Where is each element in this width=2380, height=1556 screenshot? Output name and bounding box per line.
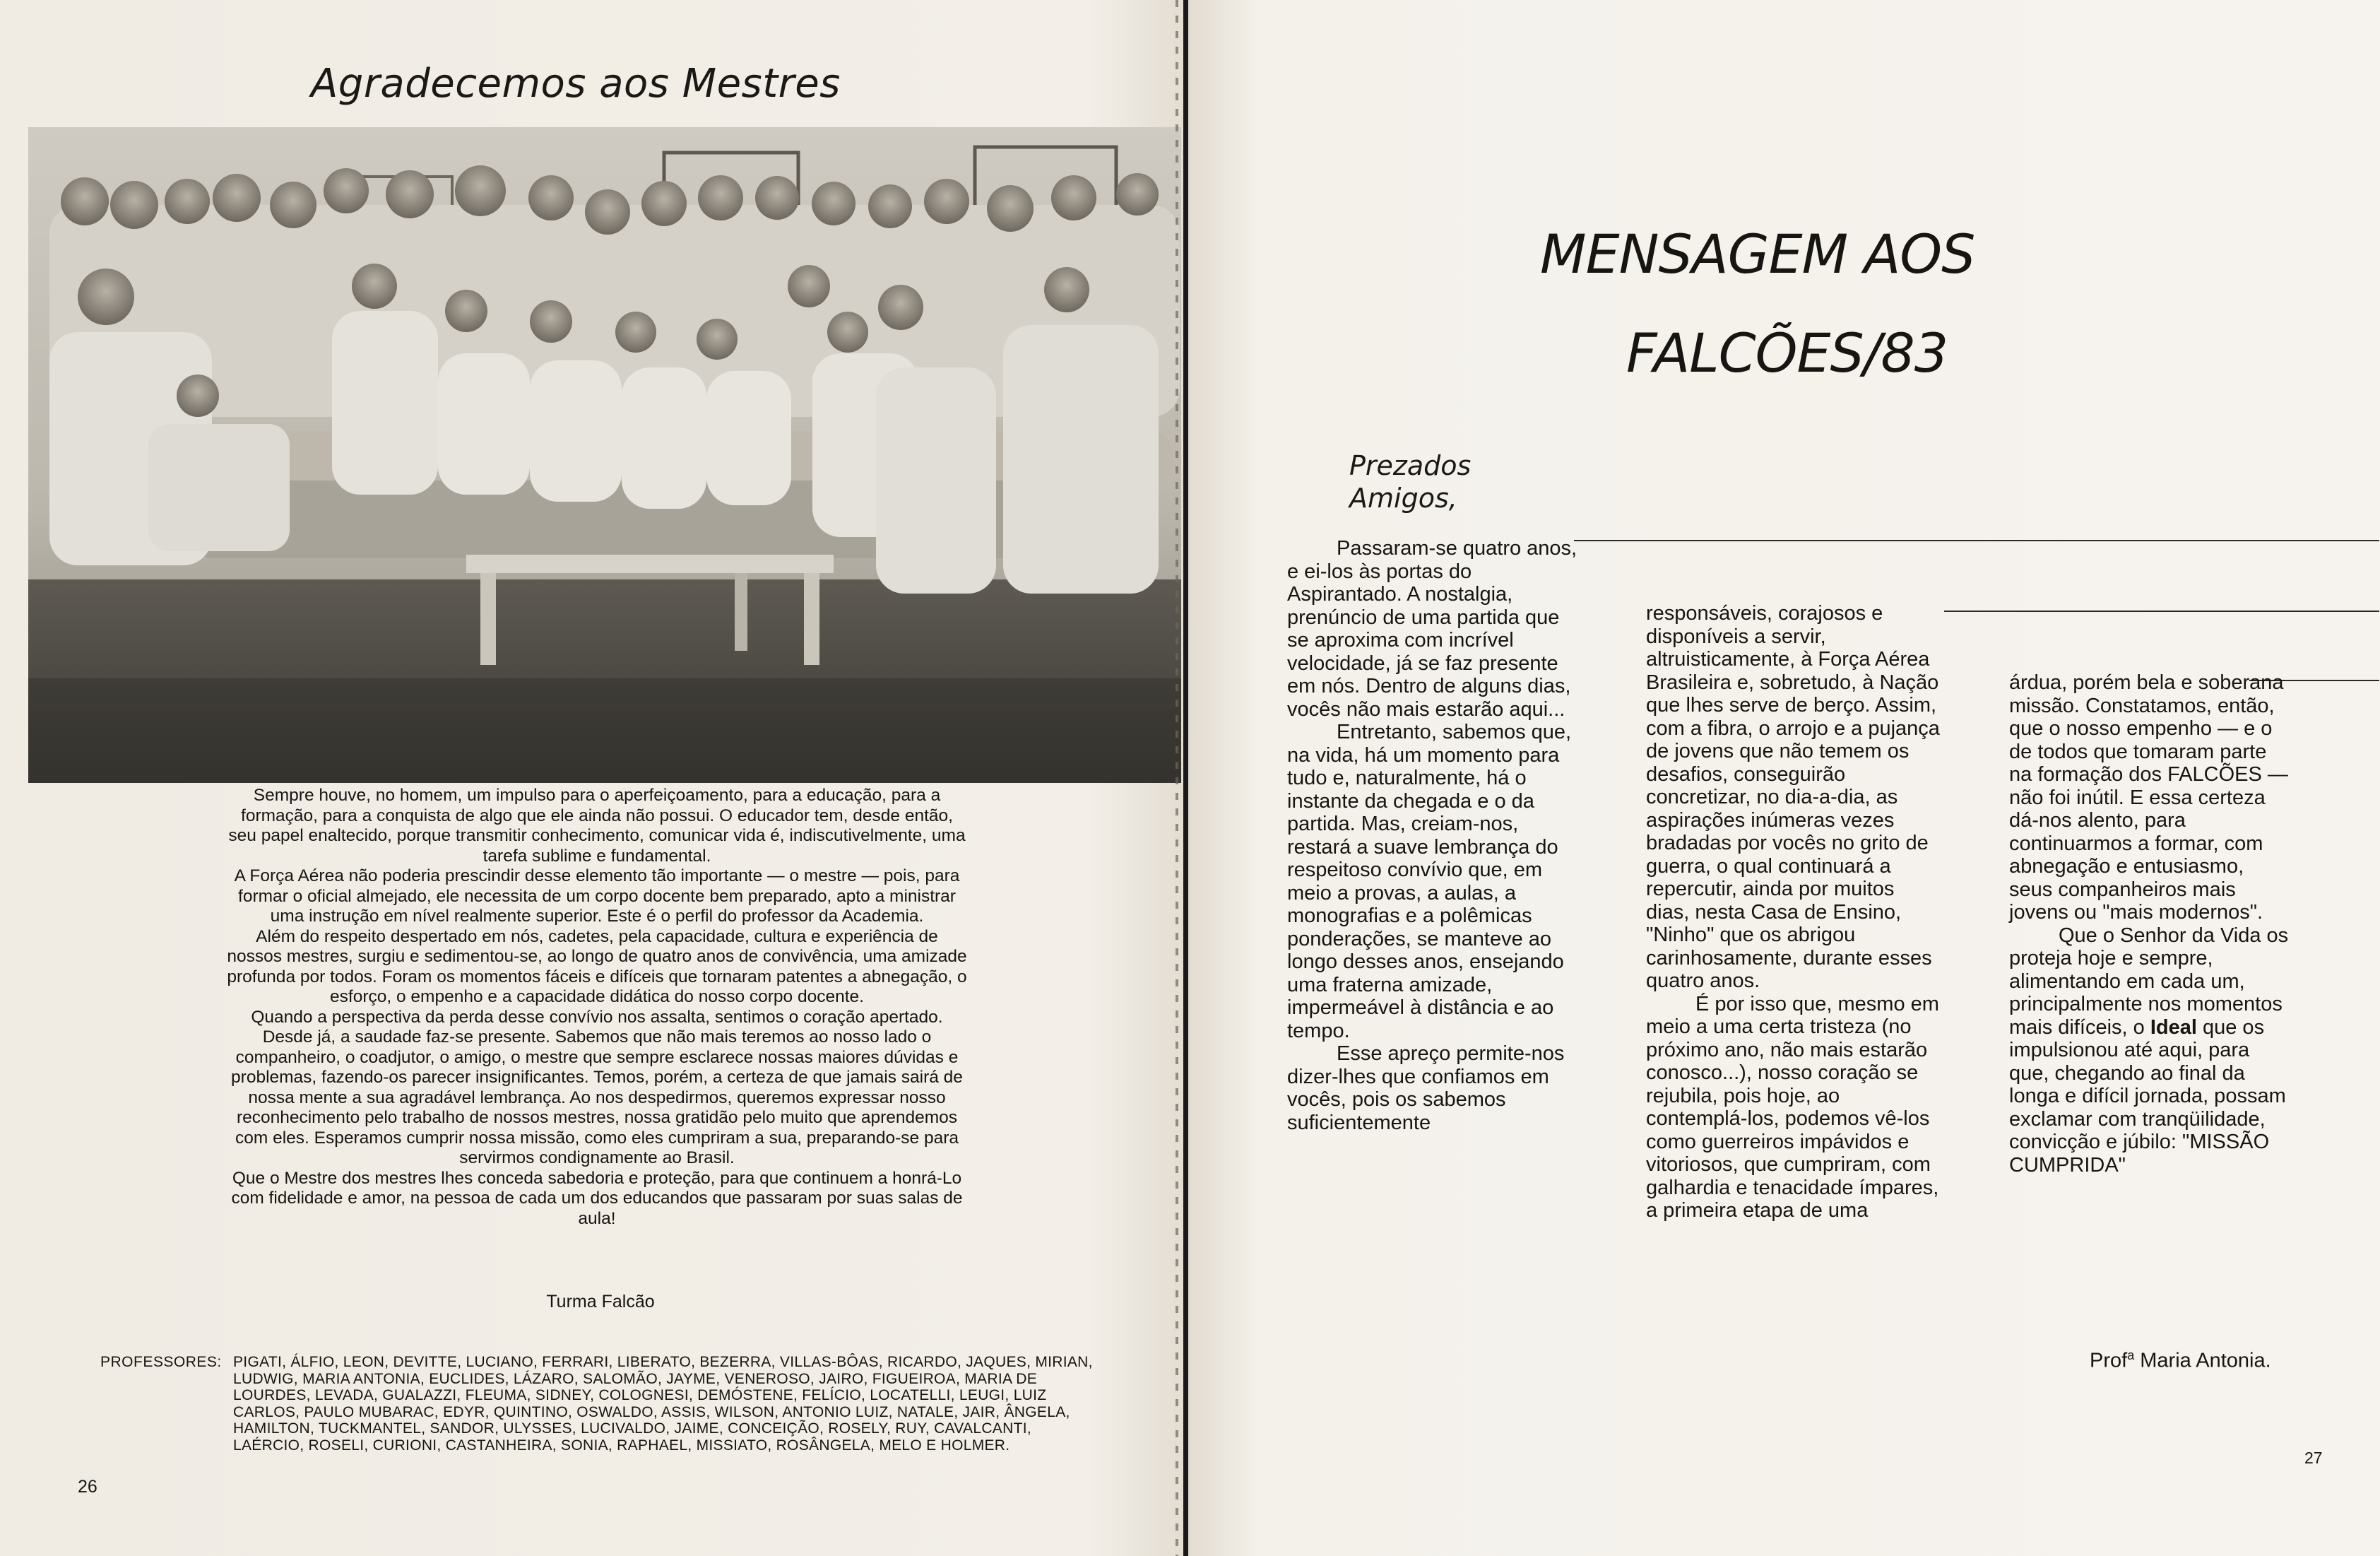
binding-stitch xyxy=(1176,0,1178,1556)
page-number-right: 27 xyxy=(2304,1449,2323,1467)
greeting xyxy=(1349,449,1471,514)
message-column-1 xyxy=(1287,537,1584,1134)
title-line-1: MENSAGEM AOS xyxy=(1540,223,1975,285)
col1-paragraph-3: Esse apreço permite-nos dizer-lhes que confiamos em vocês, pois os sabemos suficientemente xyxy=(1287,1042,1565,1134)
bleed-through-shadow xyxy=(1272,42,1766,184)
intro-text xyxy=(226,786,968,1229)
professors-list: PIGATI, ÁLFIO, LEON, DEVITTE, LUCIANO, FERRARI, LIBERATO, BEZERRA, VILLAS-BÔAS, RICARDO, JAQUES, MIRIAN, LUDWIG, MARIA ANTONIA, EUCLIDES, LÁZARO, SALOMÃO, JAYME, VENEROSO, JAIRO, FIGUEIROA, MARIA DE LOURDES, LEVADA, GUALAZZI, FLEUMA, SIDNEY, COLOGNESI, DEMÓSTENE, FELÍCIO, LOCATELLI, LEUGI, LUIZ CARLOS, PAULO MUBARAC, EDYR, QUINTINO, OSWALDO, ASSIS, WILSON, ANTONIO LUIZ, NATALE, JAIR, ÂNGELA, HAMILTON, TUCKMANTEL, SANDOR, ULYSSES, LUCIVALDO, JAIME, CONCEIÇÃO, ROSELY, RUY, CAVALCANTI, LAÉRCIO, ROSELI, CURIONI, CASTANHEIRA, SONIA, RAPHAEL, MISSIATO, ROSÂNGELA, MELO E HOLMER. xyxy=(233,1354,1093,1454)
group-photo xyxy=(28,127,1181,783)
intro-paragraph-5: Que o Mestre dos mestres lhes conceda sabedoria e proteção, para que continuem a honrá-Lo com fidelidade e amor, na pessoa de cada um dos educandos que passaram por suas salas de aula! xyxy=(231,1168,963,1228)
author-name: Maria Antonia. xyxy=(2134,1349,2271,1372)
greeting-line-2: Amigos, xyxy=(1349,483,1457,514)
col2-paragraph-1: responsáveis, corajosos e disponíveis a servir, altruisticamente, à Força Aérea Brasileira e, sobretudo, à Nação que lhes serve de berço. Assim, com a fibra, o arrojo e a pujança de jovens que não temem os desafios, conseguirão concretizar, no dia-a-dia, as aspirações inúmeras vezes bradadas por vocês no grito de guerra, o qual continuará a repercutir, ainda por muitos dias, nesta Casa de Ensino, "Ninho" que os abrigou carinhosamente, durante esses quatro anos. xyxy=(1646,602,1940,992)
col2-paragraph-2: É por isso que, mesmo em meio a uma certa tristeza (no próximo ano, não mais estarão conosco...), nosso coração se rejubila, pois hoje, ao contemplá-los, podemos vê-los como guerreiros impávidos e vitoriosos, que cumpriram, com galhardia e tenacidade ímpares, a primeira etapa de uma xyxy=(1646,992,1939,1222)
col3-p2-before: Que o Senhor da Vida os proteja hoje e sempre, alimentando em cada um, principalmente nos momentos mais difíceis, o xyxy=(2009,924,2289,1039)
author-sup: a xyxy=(2127,1348,2135,1362)
signoff: Turma Falcão xyxy=(546,1292,655,1312)
title-line-2: FALCÕES/83 xyxy=(1626,322,1948,384)
decorative-rule-2 xyxy=(1944,611,2379,612)
right-page-title xyxy=(1540,205,2105,403)
col3-p2-after: que os impulsionou até aqui, para que, chegando ao final da longa e difícil jornada, possam exclamar com tranqüilidade, convicção e júbilo: "MISSÃO CUMPRIDA" xyxy=(2009,1015,2286,1177)
page-number-left: 26 xyxy=(78,1477,97,1497)
left-page xyxy=(0,0,1183,1556)
intro-paragraph-4: Quando a perspectiva da perda desse convívio nos assalta, sentimos o coração apertado. Desde já, a saudade faz-se presente. Sabemos que não mais teremos ao nosso lado o companheiro, o coadjutor, o amigo, o mestre que sempre esclarece nossas maiores dúvidas e problemas, fazendo-os parecer insignificantes. Temos, porém, a certeza de que jamais sairá de nossa mente a sua agradável lembrança. Ao nos despedirmos, queremos expressar nosso reconhecimento pelo trabalho de nossos mestres, nossa gratidão pelo muito que aprendemos com eles. Esperamos cumprir nossa missão, como eles cumpriram a sua, preparando-se para servirmos condignamente ao Brasil. xyxy=(231,1007,963,1167)
decorative-rule-1 xyxy=(1574,540,2379,541)
author-prefix: Prof xyxy=(2090,1349,2128,1372)
col3-paragraph-1: árdua, porém bela e soberana missão. Constatamos, então, que o nosso empenho — e o de todos que tomaram parte na formação dos FALCÕES — não foi inútil. E essa certeza dá-nos alento, para continuarmos a formar, com abnegação e entusiasmo, seus companheiros mais jovens ou "mais modernos". xyxy=(2009,671,2288,924)
message-column-3 xyxy=(2009,671,2292,1177)
intro-paragraph-1: Sempre houve, no homem, um impulso para o aperfeiçoamento, para a educação, para a formação, para a conquista de algo que ele ainda não possui. O educador tem, desde então, seu papel enaltecido, porque transmitir conhecimento, comunicar vida é, indiscutivelmente, uma tarefa sublime e fundamental. xyxy=(228,786,966,866)
col1-paragraph-1: Passaram-se quatro anos, e ei-los às portas do Aspirantado. A nostalgia, prenúncio de uma partida que se aproxima com incrível velocidade, já se faz presente em nós. Dentro de alguns dias, vocês não mais estarão aqui... xyxy=(1287,537,1577,721)
left-page-title: Agradecemos aos Mestres xyxy=(311,61,841,107)
message-column-2 xyxy=(1646,602,1943,1222)
group-photo-drawing xyxy=(28,127,1181,783)
col3-paragraph-2 xyxy=(2009,924,2292,1177)
author-signature xyxy=(2090,1348,2271,1373)
intro-paragraph-3: Além do respeito despertado em nós, cadetes, pela capacidade, cultura e experiência de nossos mestres, surgiu e sedimentou-se, ao longo de quatro anos de convivência, uma amizade profunda por todos. Foram os momentos fáceis e difíceis que tornaram patentes a abnegação, o esforço, o empenho e a capacidade didática do nosso corpo docente. xyxy=(227,926,967,1006)
intro-paragraph-2: A Força Aérea não poderia prescindir desse elemento tão importante — o mestre — pois, para formar o oficial almejado, ele necessita de um corpo docente bem preparado, apto a ministrar uma instrução em nível realmente superior. Este é o perfil do professor da Academia. xyxy=(234,866,960,926)
col1-paragraph-2: Entretanto, sabemos que, na vida, há um momento para tudo e, naturalmente, há o instante da chegada e o da partida. Mas, creiam-nos, restará a suave lembrança do respeitoso convívio que, em meio a provas, a aulas, a monografias e a polêmicas ponderações, se manteve ao longo desses anos, ensejando uma fraterna amizade, impermeável à distância e ao tempo. xyxy=(1287,721,1572,1042)
greeting-line-1: Prezados xyxy=(1349,450,1472,481)
professors-label: PROFESSORES: xyxy=(100,1354,222,1370)
ideal-word: Ideal xyxy=(2150,1015,2197,1039)
